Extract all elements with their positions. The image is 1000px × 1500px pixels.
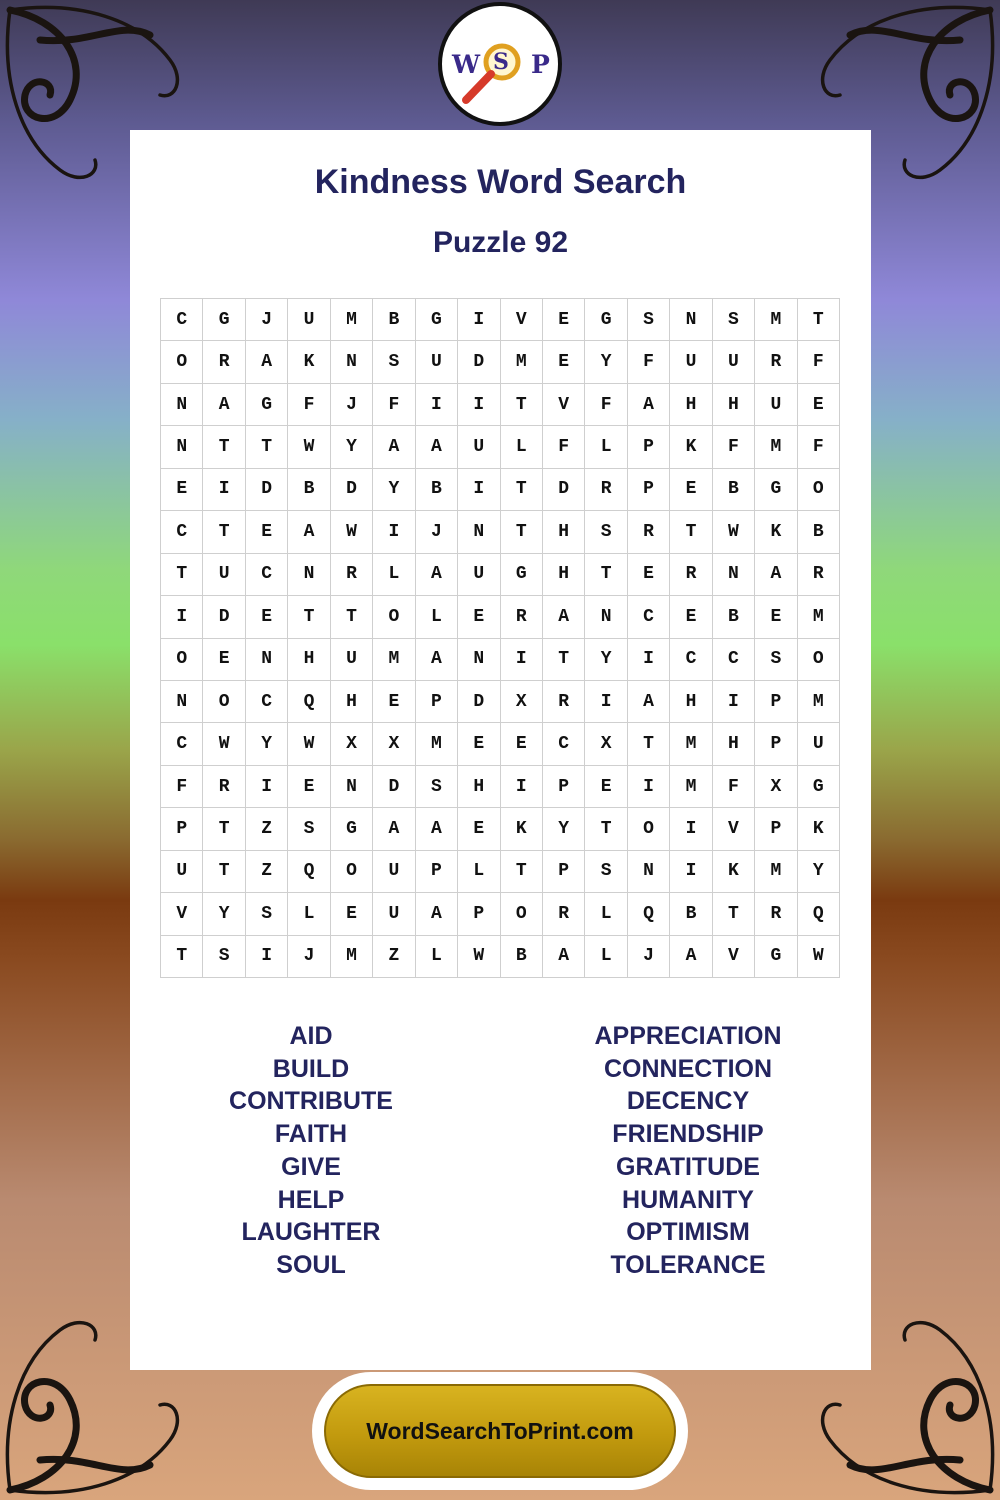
grid-cell[interactable]: R xyxy=(543,893,585,935)
grid-cell[interactable]: V xyxy=(543,384,585,426)
grid-cell[interactable]: U xyxy=(331,639,373,681)
grid-cell[interactable]: U xyxy=(203,554,245,596)
grid-cell[interactable]: T xyxy=(628,723,670,765)
grid-cell[interactable]: A xyxy=(416,426,458,468)
grid-cell[interactable]: K xyxy=(755,511,797,553)
grid-cell[interactable]: P xyxy=(755,681,797,723)
grid-cell[interactable]: M xyxy=(416,723,458,765)
grid-cell[interactable]: Y xyxy=(246,723,288,765)
word-item: HELP xyxy=(277,1185,345,1214)
grid-cell[interactable]: D xyxy=(543,469,585,511)
grid-cell[interactable]: Q xyxy=(798,893,840,935)
grid-cell[interactable]: Y xyxy=(798,851,840,893)
grid-cell[interactable]: U xyxy=(416,341,458,383)
grid-cell[interactable]: H xyxy=(288,639,330,681)
grid-cell[interactable]: I xyxy=(373,511,415,553)
grid-cell[interactable]: V xyxy=(713,936,755,978)
grid-cell[interactable]: C xyxy=(713,639,755,681)
grid-cell[interactable]: I xyxy=(670,851,712,893)
grid-cell[interactable]: I xyxy=(203,469,245,511)
grid-cell[interactable]: O xyxy=(798,469,840,511)
grid-cell[interactable]: S xyxy=(373,341,415,383)
grid-cell[interactable]: W xyxy=(331,511,373,553)
word-item: FRIENDSHIP xyxy=(612,1120,764,1149)
grid-cell[interactable]: B xyxy=(713,596,755,638)
grid-cell[interactable]: M xyxy=(501,341,543,383)
word-item: AID xyxy=(289,1022,333,1050)
word-item: FAITH xyxy=(274,1120,348,1149)
word-item: GIVE xyxy=(281,1152,341,1181)
grid-cell[interactable]: A xyxy=(628,681,670,723)
grid-cell[interactable]: I xyxy=(458,299,500,341)
grid-cell[interactable]: T xyxy=(203,808,245,850)
grid-cell[interactable]: G xyxy=(798,766,840,808)
grid-cell[interactable]: A xyxy=(416,893,458,935)
grid-cell[interactable]: T xyxy=(203,511,245,553)
grid-cell[interactable]: X xyxy=(373,723,415,765)
grid-cell[interactable]: D xyxy=(203,596,245,638)
puzzle-number: Puzzle 92 xyxy=(432,226,569,259)
grid-cell[interactable]: T xyxy=(585,554,627,596)
grid-cell[interactable]: U xyxy=(288,299,330,341)
grid-cell[interactable]: H xyxy=(713,723,755,765)
grid-cell[interactable]: R xyxy=(755,893,797,935)
grid-cell[interactable]: R xyxy=(331,554,373,596)
grid-cell[interactable]: X xyxy=(331,723,373,765)
grid-cell[interactable]: K xyxy=(501,808,543,850)
grid-cell[interactable]: C xyxy=(246,681,288,723)
grid-cell[interactable]: F xyxy=(585,384,627,426)
grid-cell[interactable]: W xyxy=(288,723,330,765)
grid-cell[interactable]: B xyxy=(416,469,458,511)
grid-cell[interactable]: F xyxy=(161,766,203,808)
grid-cell[interactable]: A xyxy=(288,511,330,553)
grid-cell[interactable]: L xyxy=(373,554,415,596)
grid-cell[interactable]: A xyxy=(373,808,415,850)
grid-cell[interactable]: K xyxy=(713,851,755,893)
grid-cell[interactable]: N xyxy=(713,554,755,596)
grid-cell[interactable]: G xyxy=(331,808,373,850)
grid-cell[interactable]: P xyxy=(755,808,797,850)
grid-cell[interactable]: E xyxy=(203,639,245,681)
grid-cell[interactable]: X xyxy=(755,766,797,808)
grid-cell[interactable]: J xyxy=(416,511,458,553)
grid-cell[interactable]: Z xyxy=(246,851,288,893)
grid-cell[interactable]: Q xyxy=(288,851,330,893)
grid-cell[interactable]: T xyxy=(713,893,755,935)
site-logo[interactable] xyxy=(438,2,562,126)
grid-cell[interactable]: R xyxy=(203,766,245,808)
grid-cell[interactable]: G xyxy=(203,299,245,341)
grid-cell[interactable]: E xyxy=(246,596,288,638)
grid-cell[interactable]: I xyxy=(501,639,543,681)
grid-cell[interactable]: O xyxy=(373,596,415,638)
grid-cell[interactable]: Y xyxy=(585,341,627,383)
grid-cell[interactable]: M xyxy=(798,681,840,723)
grid-cell[interactable]: N xyxy=(161,426,203,468)
grid-cell[interactable]: M xyxy=(755,851,797,893)
grid-cell[interactable]: S xyxy=(755,639,797,681)
grid-cell[interactable]: W xyxy=(798,936,840,978)
word-item: CONNECTION xyxy=(603,1054,773,1083)
grid-cell[interactable]: X xyxy=(501,681,543,723)
grid-cell[interactable]: I xyxy=(670,808,712,850)
grid-cell[interactable]: T xyxy=(798,299,840,341)
grid-cell[interactable]: E xyxy=(246,511,288,553)
grid-cell[interactable]: H xyxy=(670,681,712,723)
grid-cell[interactable]: O xyxy=(501,893,543,935)
grid-cell[interactable]: M xyxy=(798,596,840,638)
grid-cell[interactable]: C xyxy=(161,299,203,341)
grid-cell[interactable]: O xyxy=(161,341,203,383)
grid-cell[interactable]: F xyxy=(713,766,755,808)
grid-cell[interactable]: K xyxy=(288,341,330,383)
grid-cell[interactable]: P xyxy=(458,893,500,935)
grid-cell[interactable]: E xyxy=(373,681,415,723)
grid-cell[interactable]: B xyxy=(501,936,543,978)
grid-cell[interactable]: D xyxy=(458,681,500,723)
grid-cell[interactable]: E xyxy=(458,723,500,765)
grid-cell[interactable]: O xyxy=(798,639,840,681)
grid-cell[interactable]: H xyxy=(713,384,755,426)
grid-cell[interactable]: E xyxy=(501,723,543,765)
grid-cell[interactable]: B xyxy=(670,893,712,935)
grid-cell[interactable]: E xyxy=(458,808,500,850)
grid-cell[interactable]: A xyxy=(543,596,585,638)
grid-cell[interactable]: E xyxy=(585,766,627,808)
grid-cell[interactable]: W xyxy=(288,426,330,468)
grid-cell[interactable]: A xyxy=(543,936,585,978)
grid-cell[interactable]: S xyxy=(628,299,670,341)
grid-cell[interactable]: P xyxy=(628,426,670,468)
grid-cell[interactable]: E xyxy=(670,596,712,638)
grid-cell[interactable]: C xyxy=(246,554,288,596)
grid-cell[interactable]: Q xyxy=(288,681,330,723)
grid-cell[interactable]: E xyxy=(161,469,203,511)
grid-cell[interactable]: A xyxy=(246,341,288,383)
grid-cell[interactable]: R xyxy=(203,341,245,383)
grid-cell[interactable]: P xyxy=(416,681,458,723)
grid-cell[interactable]: H xyxy=(458,766,500,808)
grid-cell[interactable]: T xyxy=(203,851,245,893)
word-item: GRATITUDE xyxy=(616,1152,760,1181)
grid-cell[interactable]: I xyxy=(585,681,627,723)
grid-cell[interactable]: Z xyxy=(373,936,415,978)
grid-cell[interactable]: P xyxy=(628,469,670,511)
grid-cell[interactable]: L xyxy=(458,851,500,893)
grid-cell[interactable]: C xyxy=(670,639,712,681)
grid-cell[interactable]: Y xyxy=(203,893,245,935)
grid-cell[interactable]: J xyxy=(288,936,330,978)
word-item: CONTRIBUTE xyxy=(229,1087,393,1116)
grid-cell[interactable]: K xyxy=(670,426,712,468)
grid-cell[interactable]: I xyxy=(161,596,203,638)
page-title: Kindness Word Search xyxy=(314,163,687,201)
grid-cell[interactable]: J xyxy=(331,384,373,426)
grid-cell[interactable]: Z xyxy=(246,808,288,850)
grid-cell[interactable]: F xyxy=(798,426,840,468)
grid-cell[interactable]: I xyxy=(501,766,543,808)
grid-cell[interactable]: I xyxy=(458,469,500,511)
grid-cell[interactable]: U xyxy=(755,384,797,426)
grid-cell[interactable]: B xyxy=(373,299,415,341)
grid-cell[interactable]: E xyxy=(670,469,712,511)
grid-cell[interactable]: U xyxy=(670,341,712,383)
grid-cell[interactable]: S xyxy=(203,936,245,978)
grid-cell[interactable]: T xyxy=(331,596,373,638)
grid-cell[interactable]: N xyxy=(161,384,203,426)
grid-cell[interactable]: F xyxy=(288,384,330,426)
grid-cell[interactable]: T xyxy=(501,511,543,553)
grid-cell[interactable]: N xyxy=(628,851,670,893)
grid-cell[interactable]: R xyxy=(798,554,840,596)
grid-cell[interactable]: O xyxy=(203,681,245,723)
grid-cell[interactable]: A xyxy=(416,808,458,850)
grid-cell[interactable]: T xyxy=(501,851,543,893)
grid-cell[interactable]: O xyxy=(628,808,670,850)
grid-cell[interactable]: P xyxy=(755,723,797,765)
grid-cell[interactable]: C xyxy=(543,723,585,765)
letter-grid[interactable] xyxy=(160,298,840,978)
grid-cell[interactable]: E xyxy=(288,766,330,808)
grid-cell[interactable]: T xyxy=(501,384,543,426)
grid-cell[interactable]: U xyxy=(373,851,415,893)
grid-cell[interactable]: C xyxy=(161,511,203,553)
grid-cell[interactable]: W xyxy=(203,723,245,765)
grid-cell[interactable]: W xyxy=(458,936,500,978)
grid-cell[interactable]: C xyxy=(628,596,670,638)
grid-cell[interactable]: G xyxy=(755,469,797,511)
grid-cell[interactable]: I xyxy=(246,766,288,808)
grid-cell[interactable]: M xyxy=(670,723,712,765)
grid-cell[interactable]: R xyxy=(670,554,712,596)
grid-cell[interactable]: Y xyxy=(331,426,373,468)
grid-cell[interactable]: D xyxy=(331,469,373,511)
grid-cell[interactable]: I xyxy=(628,766,670,808)
grid-cell[interactable]: F xyxy=(798,341,840,383)
grid-cell[interactable]: S xyxy=(246,893,288,935)
grid-cell[interactable]: Q xyxy=(628,893,670,935)
grid-cell[interactable]: G xyxy=(246,384,288,426)
grid-cell[interactable]: L xyxy=(585,936,627,978)
grid-cell[interactable]: H xyxy=(543,554,585,596)
word-item: SOUL xyxy=(276,1250,346,1279)
grid-cell[interactable]: A xyxy=(755,554,797,596)
grid-cell[interactable]: P xyxy=(416,851,458,893)
grid-cell[interactable]: O xyxy=(161,639,203,681)
grid-cell[interactable]: L xyxy=(585,893,627,935)
grid-cell[interactable]: U xyxy=(161,851,203,893)
grid-cell[interactable]: A xyxy=(416,639,458,681)
grid-cell[interactable]: L xyxy=(416,596,458,638)
grid-cell[interactable]: T xyxy=(203,426,245,468)
grid-cell[interactable]: P xyxy=(161,808,203,850)
grid-cell[interactable]: V xyxy=(501,299,543,341)
word-list-right xyxy=(518,1020,858,1282)
grid-cell[interactable]: N xyxy=(670,299,712,341)
grid-cell[interactable]: M xyxy=(331,936,373,978)
grid-cell[interactable]: B xyxy=(288,469,330,511)
grid-cell[interactable]: T xyxy=(585,808,627,850)
grid-cell[interactable]: I xyxy=(416,384,458,426)
grid-cell[interactable]: I xyxy=(246,936,288,978)
grid-cell[interactable]: K xyxy=(798,808,840,850)
grid-cell[interactable]: Y xyxy=(543,808,585,850)
grid-cell[interactable]: N xyxy=(458,511,500,553)
grid-cell[interactable]: T xyxy=(670,511,712,553)
logo-letter-p: P xyxy=(531,50,550,79)
grid-cell[interactable]: I xyxy=(458,384,500,426)
grid-cell[interactable]: P xyxy=(543,851,585,893)
grid-cell[interactable]: C xyxy=(161,723,203,765)
grid-cell[interactable]: D xyxy=(373,766,415,808)
word-item: HUMANITY xyxy=(622,1185,754,1214)
word-item: DECENCY xyxy=(626,1087,750,1116)
grid-cell[interactable]: M xyxy=(670,766,712,808)
word-item: LAUGHTER xyxy=(241,1218,381,1247)
grid-cell[interactable]: W xyxy=(713,511,755,553)
grid-cell[interactable]: E xyxy=(628,554,670,596)
grid-cell[interactable]: E xyxy=(458,596,500,638)
site-link[interactable]: WordSearchToPrint.com xyxy=(324,1384,676,1478)
grid-cell[interactable]: S xyxy=(713,299,755,341)
grid-cell[interactable]: E xyxy=(755,596,797,638)
grid-cell[interactable]: F xyxy=(713,426,755,468)
word-item: TOLERANCE xyxy=(610,1250,766,1279)
grid-cell[interactable]: A xyxy=(628,384,670,426)
grid-cell[interactable]: L xyxy=(416,936,458,978)
grid-cell[interactable]: D xyxy=(458,341,500,383)
grid-cell[interactable]: M xyxy=(373,639,415,681)
grid-cell[interactable]: I xyxy=(628,639,670,681)
grid-cell[interactable]: N xyxy=(331,341,373,383)
grid-cell[interactable]: S xyxy=(585,511,627,553)
grid-cell[interactable]: U xyxy=(713,341,755,383)
grid-cell[interactable]: E xyxy=(798,384,840,426)
grid-cell[interactable]: V xyxy=(713,808,755,850)
grid-cell[interactable]: Y xyxy=(585,639,627,681)
grid-cell[interactable]: J xyxy=(628,936,670,978)
grid-cell[interactable]: X xyxy=(585,723,627,765)
grid-cell[interactable]: E xyxy=(543,299,585,341)
grid-cell[interactable]: T xyxy=(161,554,203,596)
grid-cell[interactable]: A xyxy=(203,384,245,426)
grid-cell[interactable]: U xyxy=(798,723,840,765)
grid-cell[interactable]: J xyxy=(246,299,288,341)
puzzle-card xyxy=(130,130,871,1370)
grid-cell[interactable]: G xyxy=(755,936,797,978)
grid-cell[interactable]: H xyxy=(543,511,585,553)
grid-cell[interactable]: F xyxy=(543,426,585,468)
grid-cell[interactable]: H xyxy=(670,384,712,426)
grid-cell[interactable]: N xyxy=(246,639,288,681)
grid-cell[interactable]: B xyxy=(713,469,755,511)
grid-cell[interactable]: N xyxy=(288,554,330,596)
grid-cell[interactable]: L xyxy=(585,426,627,468)
grid-cell[interactable]: E xyxy=(543,341,585,383)
grid-cell[interactable]: Y xyxy=(373,469,415,511)
grid-cell[interactable]: L xyxy=(501,426,543,468)
grid-cell[interactable]: R xyxy=(628,511,670,553)
grid-cell[interactable]: A xyxy=(373,426,415,468)
grid-cell[interactable]: M xyxy=(331,299,373,341)
grid-cell[interactable]: T xyxy=(246,426,288,468)
grid-cell[interactable]: F xyxy=(628,341,670,383)
word-item: BUILD xyxy=(272,1054,350,1083)
grid-cell[interactable]: N xyxy=(458,639,500,681)
grid-cell[interactable]: T xyxy=(161,936,203,978)
grid-cell[interactable]: F xyxy=(373,384,415,426)
grid-cell[interactable]: D xyxy=(246,469,288,511)
grid-cell[interactable]: M xyxy=(755,299,797,341)
grid-cell[interactable]: H xyxy=(331,681,373,723)
grid-cell[interactable]: N xyxy=(161,681,203,723)
grid-cell[interactable]: T xyxy=(501,469,543,511)
grid-cell[interactable]: N xyxy=(585,596,627,638)
grid-cell[interactable]: R xyxy=(501,596,543,638)
grid-cell[interactable]: I xyxy=(713,681,755,723)
grid-cell[interactable]: M xyxy=(755,426,797,468)
word-item: APPRECIATION xyxy=(594,1022,782,1050)
grid-cell[interactable]: N xyxy=(331,766,373,808)
logo-letter-s: S xyxy=(493,49,509,75)
grid-cell[interactable]: U xyxy=(373,893,415,935)
grid-cell[interactable]: L xyxy=(288,893,330,935)
grid-cell[interactable]: R xyxy=(543,681,585,723)
grid-cell[interactable]: O xyxy=(331,851,373,893)
grid-cell[interactable]: G xyxy=(585,299,627,341)
grid-cell[interactable]: G xyxy=(416,299,458,341)
grid-cell[interactable]: T xyxy=(543,639,585,681)
grid-cell[interactable]: S xyxy=(416,766,458,808)
grid-cell[interactable]: B xyxy=(798,511,840,553)
grid-cell[interactable]: U xyxy=(458,426,500,468)
logo-letter-w: W xyxy=(452,50,481,79)
grid-cell[interactable]: T xyxy=(288,596,330,638)
grid-cell[interactable]: E xyxy=(331,893,373,935)
grid-cell[interactable]: S xyxy=(288,808,330,850)
footer-banner xyxy=(312,1372,688,1490)
grid-cell[interactable]: A xyxy=(416,554,458,596)
word-item: OPTIMISM xyxy=(626,1218,750,1247)
grid-cell[interactable]: V xyxy=(161,893,203,935)
grid-cell[interactable]: P xyxy=(543,766,585,808)
grid-cell[interactable]: S xyxy=(585,851,627,893)
grid-cell[interactable]: G xyxy=(501,554,543,596)
grid-cell[interactable]: R xyxy=(755,341,797,383)
grid-cell[interactable]: U xyxy=(458,554,500,596)
grid-cell[interactable]: R xyxy=(585,469,627,511)
word-list-left xyxy=(141,1020,481,1282)
grid-cell[interactable]: A xyxy=(670,936,712,978)
